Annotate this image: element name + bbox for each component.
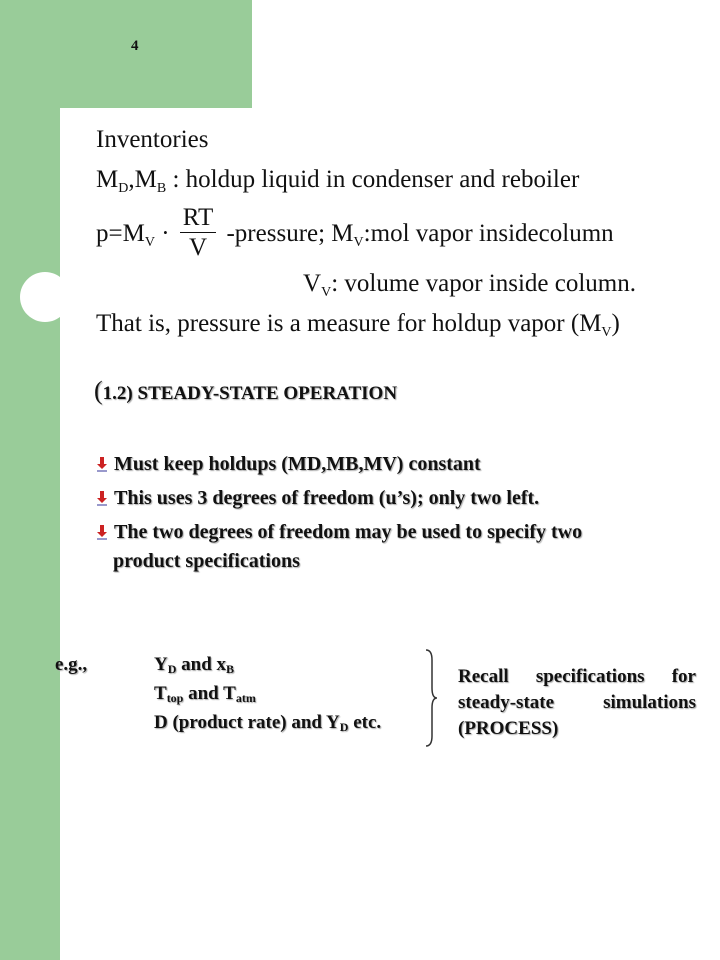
bullet-text: Must keep holdups (MD,MB,MV) constant (114, 453, 481, 475)
down-arrow-icon (94, 456, 110, 472)
right-brace-icon (424, 648, 438, 748)
v-v-symbol: V (303, 270, 322, 297)
comma: , (128, 166, 135, 193)
mol-vapor-subscript: V (353, 235, 364, 251)
example-spec-d-yd (154, 712, 381, 735)
down-arrow-icon (94, 524, 110, 540)
mol-vapor-text: :mol vapor insidecolumn (363, 220, 614, 248)
bullet-text: The two degrees of freedom may be used to specify two (114, 521, 583, 543)
inventories-line-pressure-measure (96, 310, 620, 341)
heading-paren: ( (94, 376, 103, 405)
pressure-measure-subscript: V (601, 325, 612, 340)
volume-vapor-text: : volume vapor inside column. (331, 270, 636, 297)
side-tab (20, 272, 70, 322)
example-spec-yd-xb (154, 654, 234, 677)
section-heading (94, 376, 397, 406)
bullet-item (94, 521, 582, 544)
holdup-liquid-text: : holdup liquid in condenser and reboiler (166, 166, 580, 193)
pressure-prefix: p=M (96, 220, 145, 248)
recall-note: Recall specifications for steady-state simulations (PROCESS) (458, 666, 696, 739)
spec-a-subscript: top (166, 691, 184, 705)
left-green-band (0, 0, 60, 960)
m-b-symbol: M (134, 166, 157, 193)
spec-a: T (154, 683, 167, 704)
example-spec-ttop-tatm (154, 683, 256, 706)
m-b-subscript: B (156, 181, 167, 196)
inventories-title: Inventories (96, 126, 209, 153)
m-d-subscript: D (118, 181, 129, 196)
page-number: 4 (131, 38, 139, 54)
fraction-numerator: RT (180, 204, 216, 233)
rt-over-v-fraction (180, 204, 216, 263)
spec-mid: and T (183, 683, 236, 704)
spec-a: D (product rate) and Y (154, 712, 340, 733)
spec-mid: and x (176, 654, 227, 675)
v-v-subscript: V (321, 285, 332, 300)
spec-mid: etc. (348, 712, 382, 733)
m-d-symbol: M (96, 166, 119, 193)
pressure-middle-text: -pressure; M (220, 220, 354, 248)
multiply-dot: · (154, 220, 176, 248)
pressure-measure-text: That is, pressure is a measure for holdup vapor (M (96, 310, 602, 337)
spec-a-subscript: D (339, 720, 349, 734)
spec-a-subscript: D (167, 662, 177, 676)
pressure-measure-close: ) (611, 310, 620, 337)
down-arrow-icon (94, 490, 110, 506)
top-green-band (60, 0, 252, 108)
examples-label: e.g., (55, 654, 88, 675)
inventories-line-pressure (96, 206, 614, 265)
bullet-item (94, 487, 539, 510)
pressure-prefix-subscript: V (144, 235, 155, 251)
bullet-text: This uses 3 degrees of freedom (u’s); only two left. (114, 487, 540, 509)
spec-a: Y (154, 654, 168, 675)
inventories-line-holdup-liquid (96, 166, 579, 197)
inventories-line-volume-vapor (303, 270, 636, 301)
fraction-denominator: V (188, 234, 208, 261)
spec-b-subscript: atm (235, 691, 256, 705)
heading-text: 1.2) STEADY-STATE OPERATION (102, 383, 398, 404)
spec-b-subscript: B (226, 662, 235, 676)
bullet-item (94, 453, 481, 476)
bullet-continuation: product specifications (113, 550, 300, 572)
